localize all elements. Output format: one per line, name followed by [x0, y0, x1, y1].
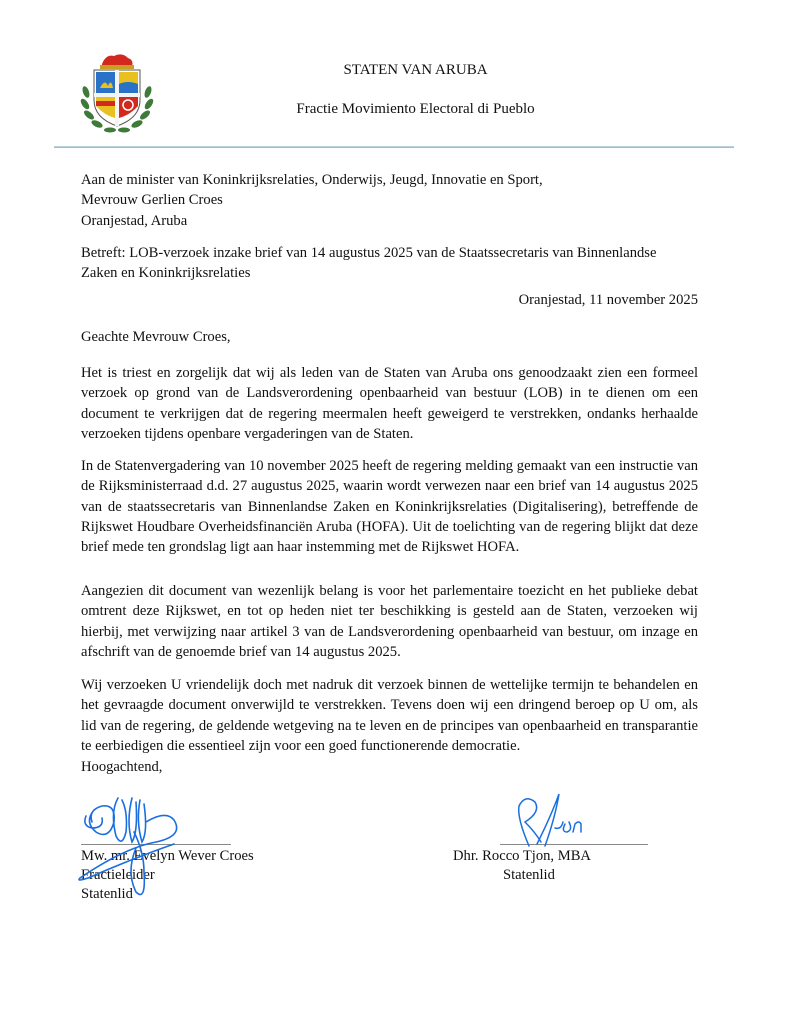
signatory-2-name: Dhr. Rocco Tjon, MBA [453, 848, 591, 864]
letterhead-subtitle: Fractie Movimiento Electoral di Pueblo [296, 101, 535, 117]
header-divider [54, 146, 734, 148]
recipient-address [81, 170, 698, 231]
salutation: Geachte Mevrouw Croes, [81, 329, 231, 345]
subject-line-2: Zaken en Koninkrijksrelaties [81, 265, 251, 282]
signature-2-icon [515, 788, 595, 850]
closing: Hoogachtend, [81, 759, 163, 775]
body-paragraph-1: Het is triest en zorgelijk dat wij als leden van de Staten van Aruba ons genoodzaakt zien een formeel verzoek op grond van de Landsverordening openbaarheid van bestuur (LOB) in te dienen om een document te verkrijgen dat de regering meermalen heeft geweigerd te verstrekken, ondanks herhaalde verzoeken tijdens openbare vergaderingen van de Staten. [81, 365, 698, 442]
recipient-line-1: Aan de minister van Koninkrijksrelaties, Onderwijs, Jeugd, Innovatie en Sport, [81, 172, 543, 188]
recipient-line-2: Mevrouw Gerlien Croes [81, 192, 223, 209]
aruba-coat-of-arms-icon [78, 48, 156, 134]
letterhead-title: STATEN VAN ARUBA [343, 62, 488, 78]
subject [81, 243, 698, 284]
body-paragraph-4: Wij verzoeken U vriendelijk doch met nadruk dit verzoek binnen de wettelijke termijn te behandelen en het gevraagde document onverwijld te verstrekken. Tevens doen wij een dringend beroep op U om, als lid van de regering, de geldende wetgeving na te leven en de principes van openbaarheid en transparantie te eerbiedigen die essentieel zijn voor een goed functionerende democratie. [81, 677, 698, 754]
signature-1-icon [74, 792, 234, 907]
subject-line-1: Betreft: LOB-verzoek inzake brief van 14 augustus 2025 van de Staatssecretaris van Binnenlandse [81, 245, 657, 261]
signatory-1-name: Mw. mr. Evelyn Wever Croes [81, 848, 254, 864]
body-paragraph-3: Aangezien dit document van wezenlijk belang is voor het parlementaire toezicht en het publieke debat omtrent deze Rijkswet, en tot op heden niet ter beschikking is gesteld aan de Staten, verzoeken wij hierbij, met verwijzing naar artikel 3 van de Landsverordening openbaarheid van bestuur, om inzage en afschrift van de genoemde brief van 14 augustus 2025. [81, 583, 698, 660]
signatory-2-role-1: Statenlid [503, 867, 555, 883]
recipient-line-3: Oranjestad, Aruba [81, 212, 188, 229]
signatory-1-role-2: Statenlid [81, 886, 133, 902]
signatory-1-role-1: Fractieleider [81, 867, 155, 883]
body-paragraph-2: In de Statenvergadering van 10 november 2025 heeft de regering melding gemaakt van een instructie van de Rijksministerraad d.d. 27 augustus 2025, waarin wordt verwezen naar een brief van 14 augustus 2025 van de staatssecretaris van Binnenlandse Zaken en Koninkrijksrelaties (Digitalisering), betreffende de Rijkswet Houdbare Overheidsfinanciën Aruba (HOFA). Uit de toelichting van de regering blijkt dat deze brief mede ten grondslag ligt aan haar instemming met de Rijkswet HOFA. [81, 458, 698, 556]
place-date: Oranjestad, 11 november 2025 [518, 292, 698, 308]
